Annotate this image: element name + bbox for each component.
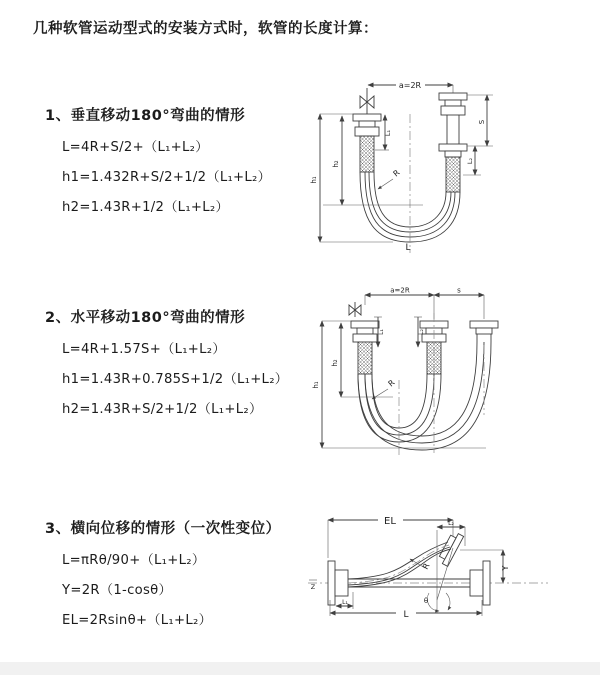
diagram-vertical-180-bend xyxy=(303,62,593,257)
valve-icon xyxy=(349,302,361,317)
dim-label-a2r: a=2R xyxy=(390,286,410,295)
dim-s xyxy=(467,95,493,146)
valve-icon xyxy=(360,88,374,114)
section-vertical-180 xyxy=(45,104,310,215)
dim-h1 xyxy=(310,114,393,242)
dim-radius xyxy=(378,168,402,189)
formula-line: h1=1.432R+S/2+1/2（L₁+L₂） xyxy=(62,170,272,185)
dim-label-s: s xyxy=(457,286,461,295)
dim-label-r: R xyxy=(420,561,432,571)
left-pipe-fitting xyxy=(351,321,379,374)
formula-line: EL=2Rsinθ+（L₁+L₂） xyxy=(62,613,213,628)
formula-line: h2=1.43R+1/2（L₁+L₂） xyxy=(62,200,229,215)
dim-label-z: Z xyxy=(310,583,316,591)
dim-a-2r xyxy=(368,81,453,93)
dim-label-theta: θ xyxy=(423,597,429,605)
hose-s-curve xyxy=(348,542,451,587)
dim-label-h1: h₁ xyxy=(310,176,318,184)
dim-label-r: R xyxy=(386,378,397,389)
right-pipe-fitting xyxy=(439,93,467,192)
displaced-flange xyxy=(437,531,464,567)
dim-radius xyxy=(372,378,397,399)
diagram-lateral-displacement xyxy=(298,500,598,650)
page-bottom-edge xyxy=(0,662,600,675)
dim-label-r: R xyxy=(391,168,402,179)
dim-label-h1: h₁ xyxy=(312,381,320,389)
formula-line: h2=1.43R+S/2+1/2（L₁+L₂） xyxy=(62,402,263,417)
section-3-heading: 3、横向位移的情形（一次性变位） xyxy=(45,521,281,537)
hose-position-b xyxy=(358,342,491,450)
dim-label-s: S xyxy=(478,119,486,125)
dim-label-l2: L₂ xyxy=(448,520,454,527)
dim-el xyxy=(328,516,453,558)
section-2-heading: 2、水平移动180°弯曲的情形 xyxy=(45,310,246,326)
dim-label-l1: L₁ xyxy=(342,599,348,606)
formula-line: L=4R+1.57S+（L₁+L₂） xyxy=(62,342,226,357)
dim-label-l1: L₁ xyxy=(378,329,385,335)
z-mark xyxy=(309,580,317,591)
dim-label-l: L xyxy=(405,243,411,253)
formula-line: L=4R+S/2+（L₁+L₂） xyxy=(62,140,209,155)
formula-line: h1=1.43R+0.785S+1/2（L₁+L₂） xyxy=(62,372,289,387)
left-pipe-fitting xyxy=(353,114,381,172)
diagram-horizontal-180-bend xyxy=(308,285,593,460)
formula-line: Y=2R（1-cosθ） xyxy=(62,583,173,598)
section-1-heading: 1、垂直移动180°弯曲的情形 xyxy=(45,108,246,124)
dim-label-y: Y xyxy=(501,565,510,571)
section-lateral-displacement xyxy=(45,517,310,628)
dim-label-a2r: a=2R xyxy=(398,81,422,90)
dim-label-l: L xyxy=(403,610,409,620)
dim-label-h2: h₂ xyxy=(331,359,339,367)
dim-label-h2: h₂ xyxy=(332,160,340,168)
formula-line: L=πRθ/90+（L₁+L₂） xyxy=(62,553,206,568)
dim-label-l2: L₂ xyxy=(418,329,425,335)
dim-a-2r xyxy=(365,287,484,320)
dim-label-el: EL xyxy=(384,516,396,527)
shifted-pipe-fitting xyxy=(470,321,498,342)
page-title: 几种软管运动型式的安装方式时，软管的长度计算： xyxy=(33,21,378,37)
dim-label-l2: L₂ xyxy=(466,157,474,165)
dim-label-l1: L₁ xyxy=(384,129,392,137)
section-horizontal-180 xyxy=(45,306,310,417)
